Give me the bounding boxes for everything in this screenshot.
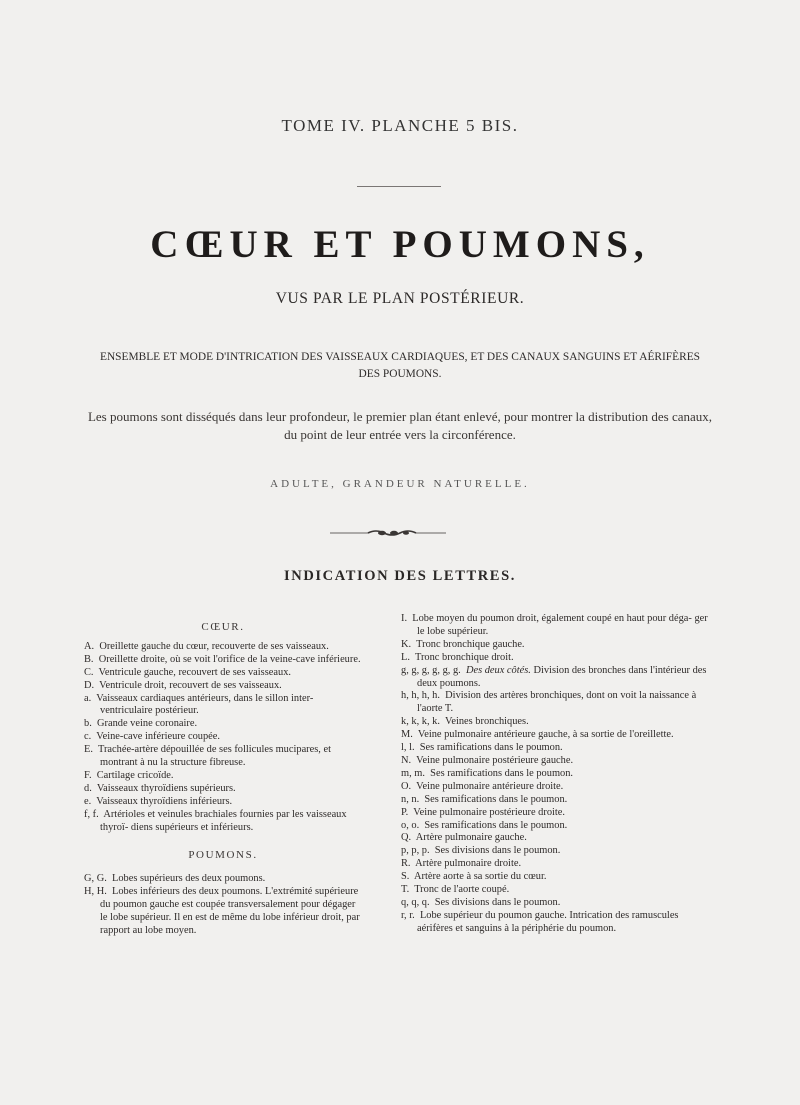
legend-item: k, k, k, k. Veines bronchiques. [401,716,529,728]
legend-item: D. Ventricule droit, recouvert de ses vaisseaux. [84,679,282,691]
short-rule [357,186,441,187]
legend-item: H, H. Lobes inférieurs des deux poumons. L'extrémité supérieure du poumon gauche est coupée transversalement pour dégager le lobe supérieur. Il en est de même du lobe inférieur droit, par rapport au lobe moyen. [84,886,360,937]
legend-item: F. Cartilage cricoïde. [84,769,174,781]
legend-item: M. Veine pulmonaire antérieure gauche, à sa sortie de l'oreillette. [401,729,674,741]
legend-item: m, m. Ses ramifications dans le poumon. [401,767,574,779]
legend-item: q, q, q. Ses divisions dans le poumon. [401,896,561,908]
legend-item: c. Veine-cave inférieure coupée. [84,731,220,743]
coeur-heading: CŒUR. [201,621,245,633]
ensemble-line-1: ENSEMBLE ET MODE D'INTRICATION DES VAISSEAUX CARDIAQUES, ET DES CANAUX SANGUINS ET AÉRIFÈRES [100,351,700,363]
legend-item: Q. Artère pulmonaire gauche. [401,832,527,844]
subtitle: VUS PAR LE PLAN POSTÉRIEUR. [275,290,525,307]
tome-heading: TOME IV. PLANCHE 5 BIS. [281,116,519,135]
intro-line-2: du point de leur entrée vers la circonférence. [284,427,516,442]
legend-left-column [84,621,362,938]
legend-item: o, o. Ses ramifications dans le poumon. [401,819,568,831]
legend-right-column [401,613,711,936]
legend-item: a. Vaisseaux cardiaques antérieurs, dans le sillon inter- ventriculaire postérieur. [84,692,314,717]
legend-item: S. Artère aorte à sa sortie du cœur. [401,871,547,883]
legend-heading: INDICATION DES LETTRES. [284,568,516,584]
legend-item: E. Trachée-artère dépouillée de ses follicules mucipares, et montrant à nu la structure fibreuse. [84,744,331,769]
intro-paragraph [0,408,800,444]
scale-note: ADULTE, GRANDEUR NATURELLE. [270,478,530,490]
legend-item: N. Veine pulmonaire postérieure gauche. [401,754,574,766]
ensemble-description [0,349,800,383]
legend-item: g, g, g, g, g, g. Des deux côtés. Division des bronches dans l'intérieur des deux poumons. [401,664,707,689]
legend-item: A. Oreillette gauche du cœur, recouverte de ses vaisseaux. [84,640,329,652]
legend-item: l, l. Ses ramifications dans le poumon. [401,742,563,754]
legend-item: p, p, p. Ses divisions dans le poumon. [401,845,561,857]
legend-item: I. Lobe moyen du poumon droit, également coupé en haut pour déga- ger le lobe supérieur. [401,613,708,637]
poumons-heading: POUMONS. [188,848,258,861]
ensemble-line-2: DES POUMONS. [358,368,442,380]
legend-item: d. Vaisseaux thyroïdiens supérieurs. [84,782,236,794]
intro-line-1: Les poumons sont disséqués dans leur profondeur, le premier plan étant enlevé, pour montrer la distribution des canaux, [87,409,713,424]
legend-item: n, n. Ses ramifications dans le poumon. [401,793,568,805]
legend-item: e. Vaisseaux thyroïdiens inférieurs. [84,795,233,807]
legend-item: b. Grande veine coronaire. [84,718,198,730]
legend-item: T. Tronc de l'aorte coupé. [401,884,510,896]
legend-item: r, r. Lobe supérieur du poumon gauche. Intrication des ramuscules aérifères et sanguins à la périphérie du poumon. [401,909,679,934]
legend-item: f, f. Artérioles et veinules brachiales fournies par les vaisseaux thyroï- diens supérieurs et inférieurs. [84,808,347,833]
legend-item: B. Oreillette droite, où se voit l'orifice de la veine-cave inférieure. [84,653,361,665]
legend-item: G, G. Lobes supérieurs des deux poumons. [84,873,266,885]
legend-item: C. Ventricule gauche, recouvert de ses vaisseaux. [84,666,291,678]
legend-item: L. Tronc bronchique droit. [401,651,514,663]
main-title: CŒUR ET POUMONS, [150,223,650,266]
ornament-icon [330,526,446,540]
legend-item: R. Artère pulmonaire droite. [401,858,522,870]
legend-item: P. Veine pulmonaire postérieure droite. [401,806,566,818]
legend-item: K. Tronc bronchique gauche. [401,638,525,650]
legend-item: O. Veine pulmonaire antérieure droite. [401,780,564,792]
legend-item: h, h, h, h. Division des artères bronchiques, dont on voit la naissance à l'aorte T. [401,690,697,715]
